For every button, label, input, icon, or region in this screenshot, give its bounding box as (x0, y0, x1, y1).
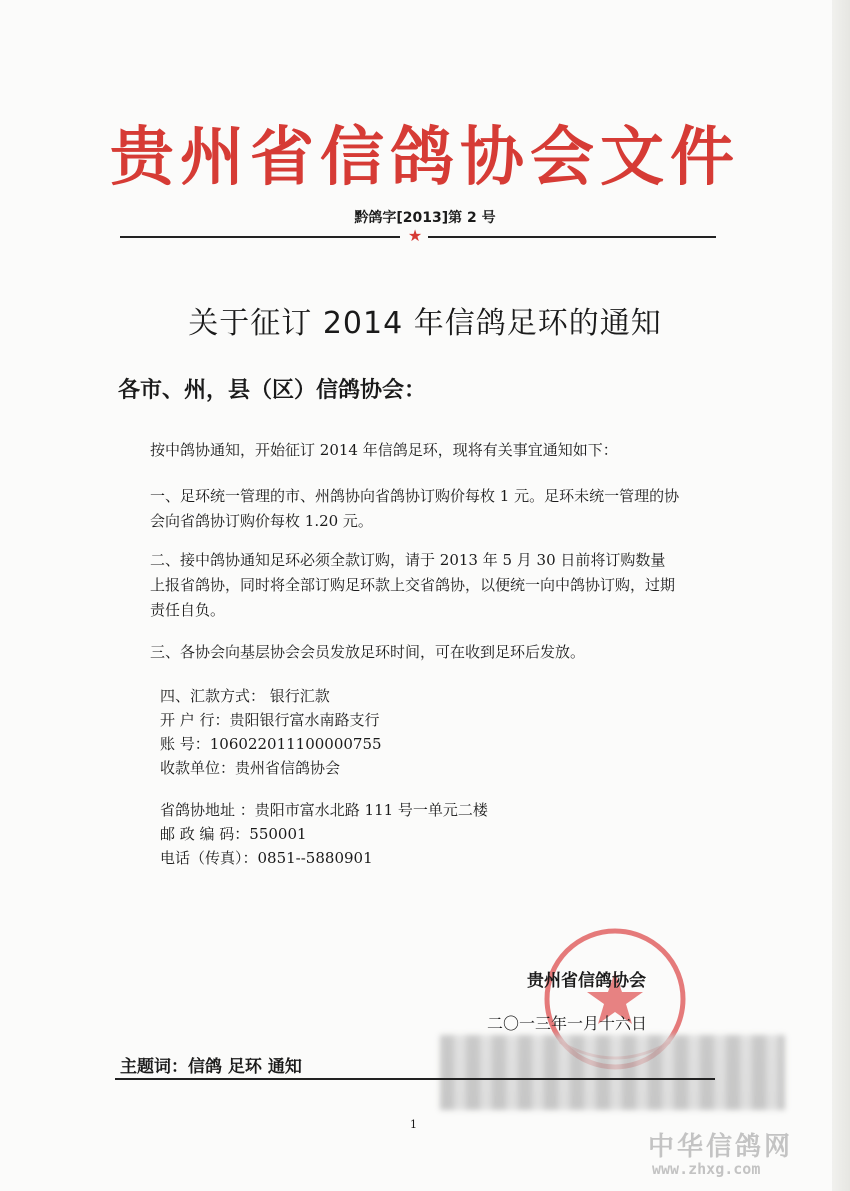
contact-phone: 电话（传真）：0851--5880901 (160, 849, 373, 867)
signature-date: 二〇一三年一月十六日 (487, 1014, 648, 1033)
salutation: 各市、州，县（区）信鸽协会： (118, 378, 427, 403)
remittance-payee: 收款单位：贵州省信鸽协会 (160, 759, 341, 777)
subject-rule (115, 1078, 715, 1080)
item-3-paragraph (120, 640, 680, 665)
notice-title: 关于征订 2014 年信鸽足环的通知 (188, 306, 662, 341)
item-2-paragraph (120, 548, 680, 623)
watermark-name: 中华信鸽网 (648, 1132, 794, 1162)
item-1-paragraph (120, 484, 680, 534)
header-rule-right (428, 236, 716, 238)
contact-address: 省鸽协地址 ：贵阳市富水北路 111 号一单元二楼 (160, 801, 488, 819)
item-2-text: 二、接中鸽协通知足环必须全款订购，请于 2013 年 5 月 30 日前将订购数量上报省鸽协，同时将全部订购足环款上交省鸽协，以便统一向中鸽协订购，过期责任自负。 (150, 551, 676, 619)
signature-organization: 贵州省信鸽协会 (527, 971, 646, 991)
document-number: 黔鸽字[2013]第 2 号 (354, 210, 496, 226)
subject-keywords: 主题词：信鸽 足环 通知 (120, 1057, 302, 1077)
item-1-text: 一、足环统一管理的市、州鸽协向省鸽协订购价每枚 1 元。足环未统一管理的协会向省鸽协订购价每枚 1.20 元。 (150, 487, 680, 530)
remittance-bank: 开 户 行：贵阳银行富水南路支行 (160, 711, 380, 729)
header-title: 贵州省信鸽协会文件 (110, 120, 740, 195)
header-rule-left (120, 236, 400, 238)
watermark-url: www.zhxg.com (652, 1160, 761, 1178)
item-3-text: 三、各协会向基层协会会员发放足环时间，可在收到足环后发放。 (150, 643, 586, 661)
remittance-method: 四、汇款方式： 银行汇款 (160, 687, 330, 705)
contact-postcode: 邮 政 编 码：550001 (160, 825, 307, 843)
remittance-account: 账 号：106022011100000755 (160, 735, 382, 753)
intro-paragraph (120, 438, 680, 463)
intro-text: 按中鸽协通知，开始征订 2014 年信鸽足环，现将有关事宜通知如下： (150, 441, 618, 459)
redacted-area (440, 1035, 785, 1110)
page-number: 1 (410, 1118, 417, 1131)
star-icon: ★ (407, 226, 423, 245)
